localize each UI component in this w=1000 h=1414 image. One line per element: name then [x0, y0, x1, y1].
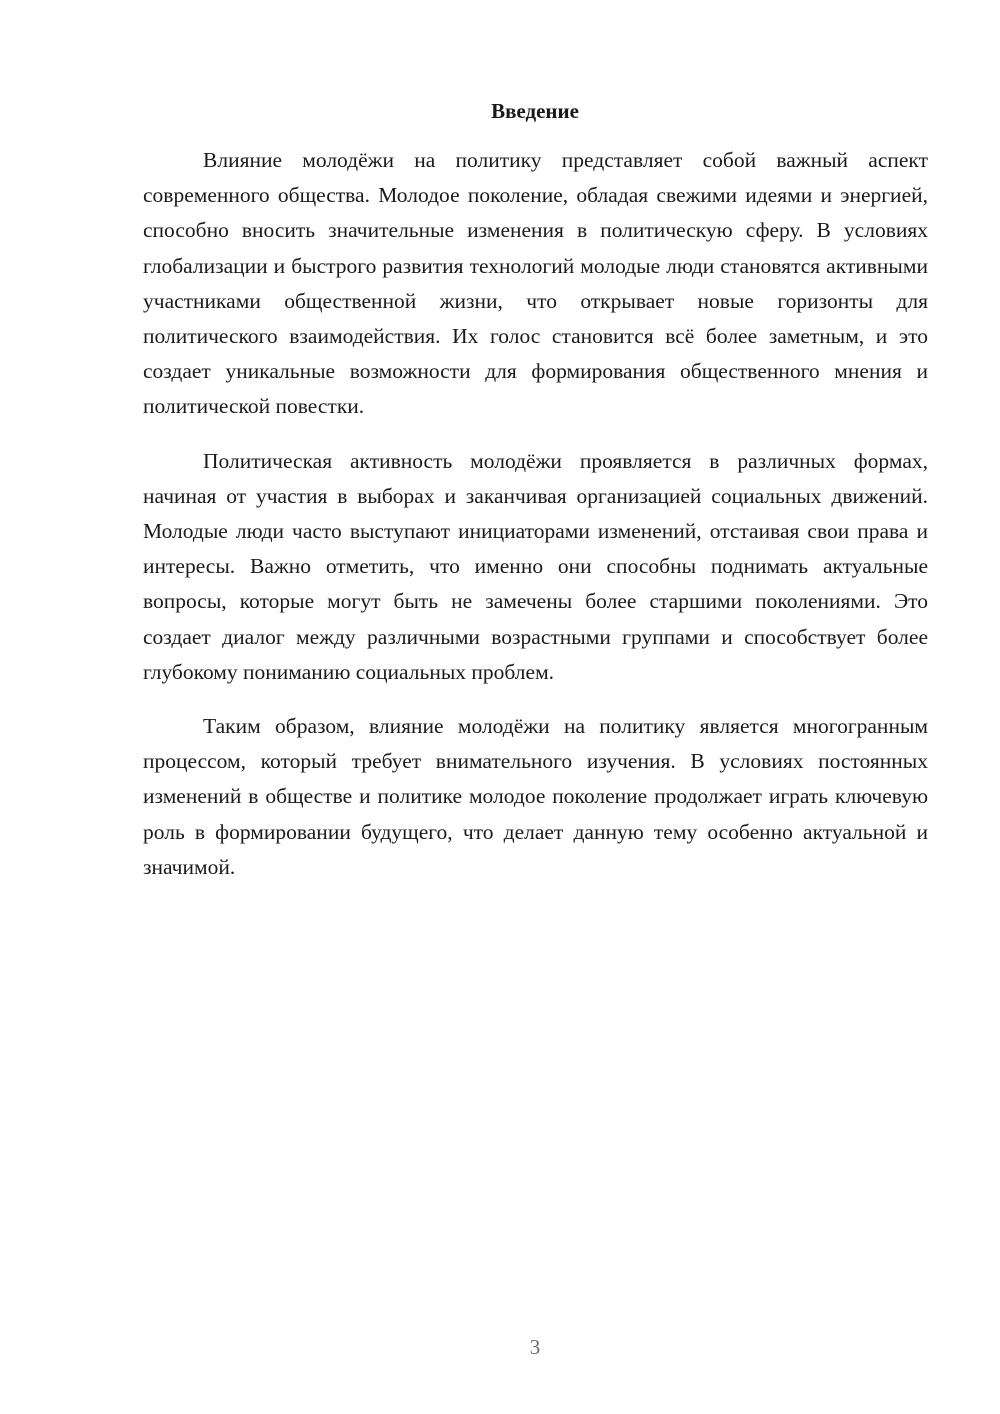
section-heading: Введение: [491, 99, 579, 123]
paragraph: Влияние молодёжи на политику представляет собой важный аспект современного общества. Молодое поколение, обладая свежими идеями и энергией, способно вносить значительные изменения в политическую сферу. В условиях глобализации и быстрого развития технологий молодые люди становятся активными участниками общественной жизни, что открывает новые горизонты для политического взаимодействия. Их голос становится всё более заметным, и это создает уникальные возможности для формирования общественного мнения и политической повестки.: [143, 148, 928, 419]
paragraph: Таким образом, влияние молодёжи на политику является многогранным процессом, который требует внимательного изучения. В условиях постоянных изменений в обществе и политике молодое поколение продолжает играть ключевую роль в формировании будущего, что делает данную тему особенно актуальной и значимой.: [143, 714, 928, 879]
paragraph: Политическая активность молодёжи проявляется в различных формах, начиная от участия в выборах и заканчивая организацией социальных движений. Молодые люди часто выступают инициаторами изменений, отстаивая свои права и интересы. Важно отметить, что именно они способны поднимать актуальные вопросы, которые могут быть не замечены более старшими поколениями. Это создает диалог между различными возрастными группами и способствует более глубокому пониманию социальных проблем.: [143, 448, 928, 684]
body-text: [143, 143, 928, 904]
page-number: 3: [529, 1335, 541, 1359]
